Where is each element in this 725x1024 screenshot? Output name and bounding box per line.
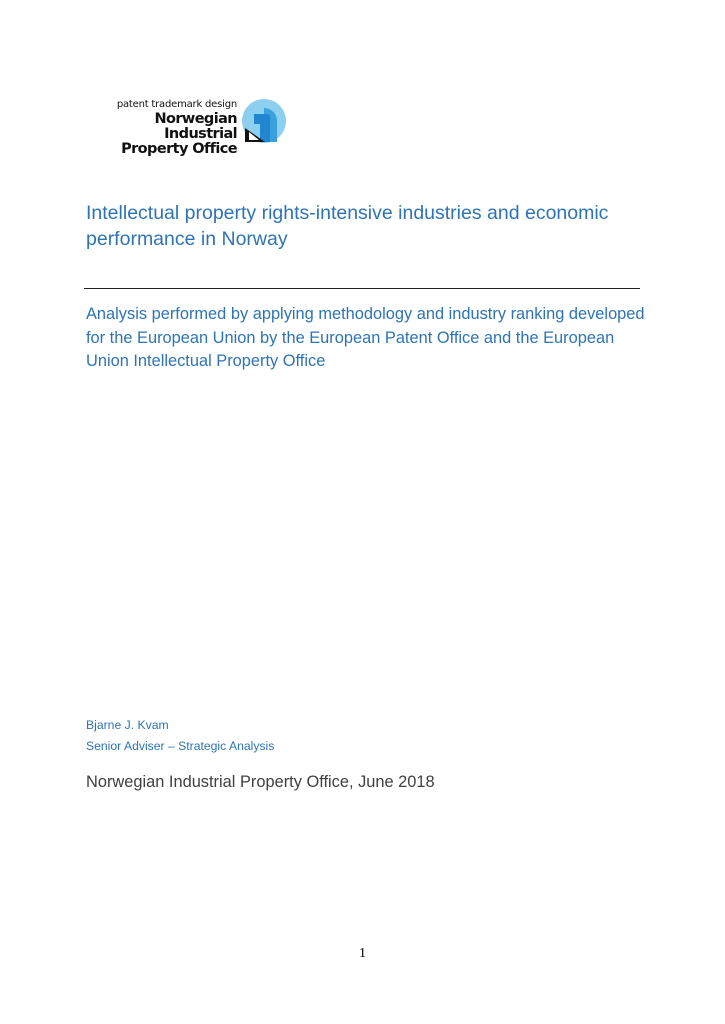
organization-logo: [84, 98, 289, 157]
title-divider: [84, 288, 640, 289]
logo-name-line1: Norwegian Industrial: [154, 111, 237, 142]
logo-wordmark: [84, 98, 237, 157]
author-role: Senior Adviser – Strategic Analysis: [86, 739, 275, 753]
document-title: Intellectual property rights-intensive industries and economic performance in Norway: [86, 202, 609, 250]
document-subtitle: Analysis performed by applying methodology and industry ranking developed for the European Union by the European Patent Office and the European Union Intellectual Property Office: [86, 305, 645, 370]
logo-tagline: patent trademark design: [116, 99, 237, 110]
organization-date: Norwegian Industrial Property Office, June 2018: [86, 773, 435, 791]
page-number: 1: [359, 946, 366, 961]
author-name: Bjarne J. Kvam: [86, 718, 169, 732]
nipo-logo-mark-icon: [241, 98, 287, 144]
logo-name-line2: Property Office: [121, 141, 237, 157]
